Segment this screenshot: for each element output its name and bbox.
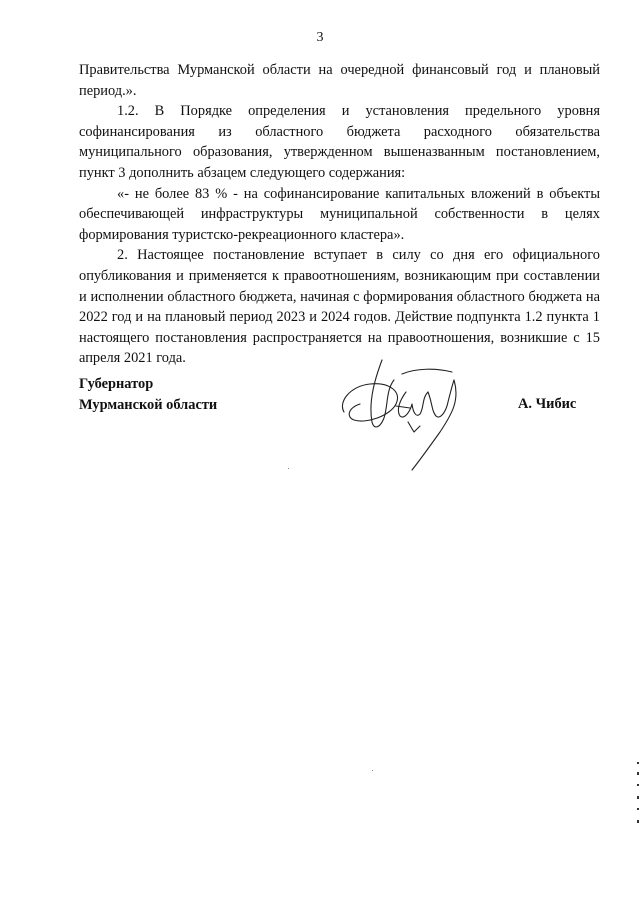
page-number: 3 (316, 30, 324, 45)
scan-speck (372, 770, 373, 771)
signatory-title-line2: Мурманской области (79, 396, 218, 413)
paragraph-1-2: 1.2. В Порядке определения и установления предельного уровня софинансирования из областного бюджета расходного обязательства муниципального образования, утвержденном вышеназванным постановлением, пункт 3 дополнить абзацем следующего содержания: (79, 103, 600, 181)
paragraph-continuation: Правительства Мурманской области на очередной финансовый год и плановый период.». (79, 62, 600, 99)
scan-edge-marks (634, 760, 640, 830)
paragraph-quoted-amendment: «- не более 83 % - на софинансирование капитальных вложений в объекты обеспечивающей инфраструктуры муниципальной собственности в целях формирования туристско-рекреационного кластера». (79, 185, 600, 243)
document-body (79, 60, 600, 369)
scan-speck (288, 468, 289, 469)
signatory-title (79, 374, 217, 415)
handwritten-signature (336, 350, 476, 480)
signatory-name: А. Чибис (518, 396, 577, 412)
paragraph-2: 2. Настоящее постановление вступает в силу со дня его официального опубликования и применяется к правоотношениям, возникающим при составлении и исполнении областного бюджета, начиная с формирования областного бюджета на 2022 год и на плановый период 2023 и 2024 годов. Действие подпункта 1.2 пункта 1 настоящего постановления распространяется на правоотношения, возникшие с 15 апреля 2021 года. (79, 247, 600, 367)
signatory-title-line1: Губернатор (79, 376, 154, 392)
